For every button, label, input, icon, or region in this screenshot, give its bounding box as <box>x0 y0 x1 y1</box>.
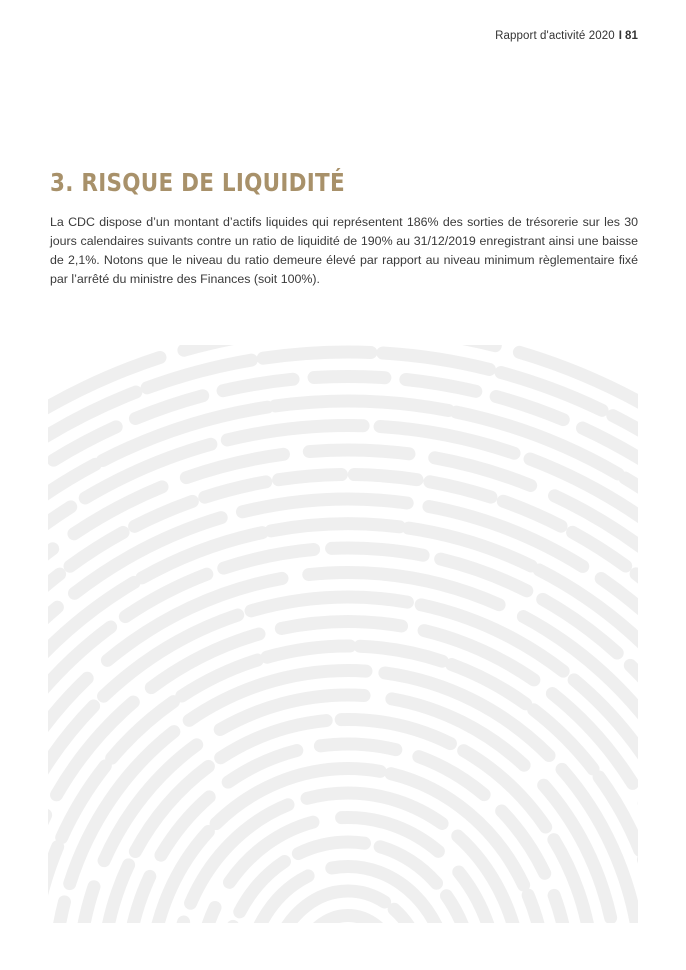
fingerprint-icon <box>48 345 638 923</box>
section-paragraph: La CDC dispose d’un montant d’actifs liquides qui représentent 186% des sorties de trésorerie sur les 30 jours calendaires suivants contre un ratio de liquidité de 190% au 31/12/2019 enregistrant ainsi une baisse de 2,1%. Notons que le niveau du ratio demeure élevé par rapport au niveau minimum règlementaire fixé par l’arrêté du ministre des Finances (soit 100%). <box>50 215 638 286</box>
fingerprint-ridge <box>48 499 638 923</box>
header-separator: I <box>618 30 622 42</box>
report-title: Rapport d'activité 2020 <box>495 30 615 42</box>
fingerprint-ridge <box>294 916 402 924</box>
section-title: 3. RISQUE DE LIQUIDITÉ <box>50 168 345 197</box>
page-header <box>495 30 638 42</box>
page-number: 81 <box>625 30 638 42</box>
